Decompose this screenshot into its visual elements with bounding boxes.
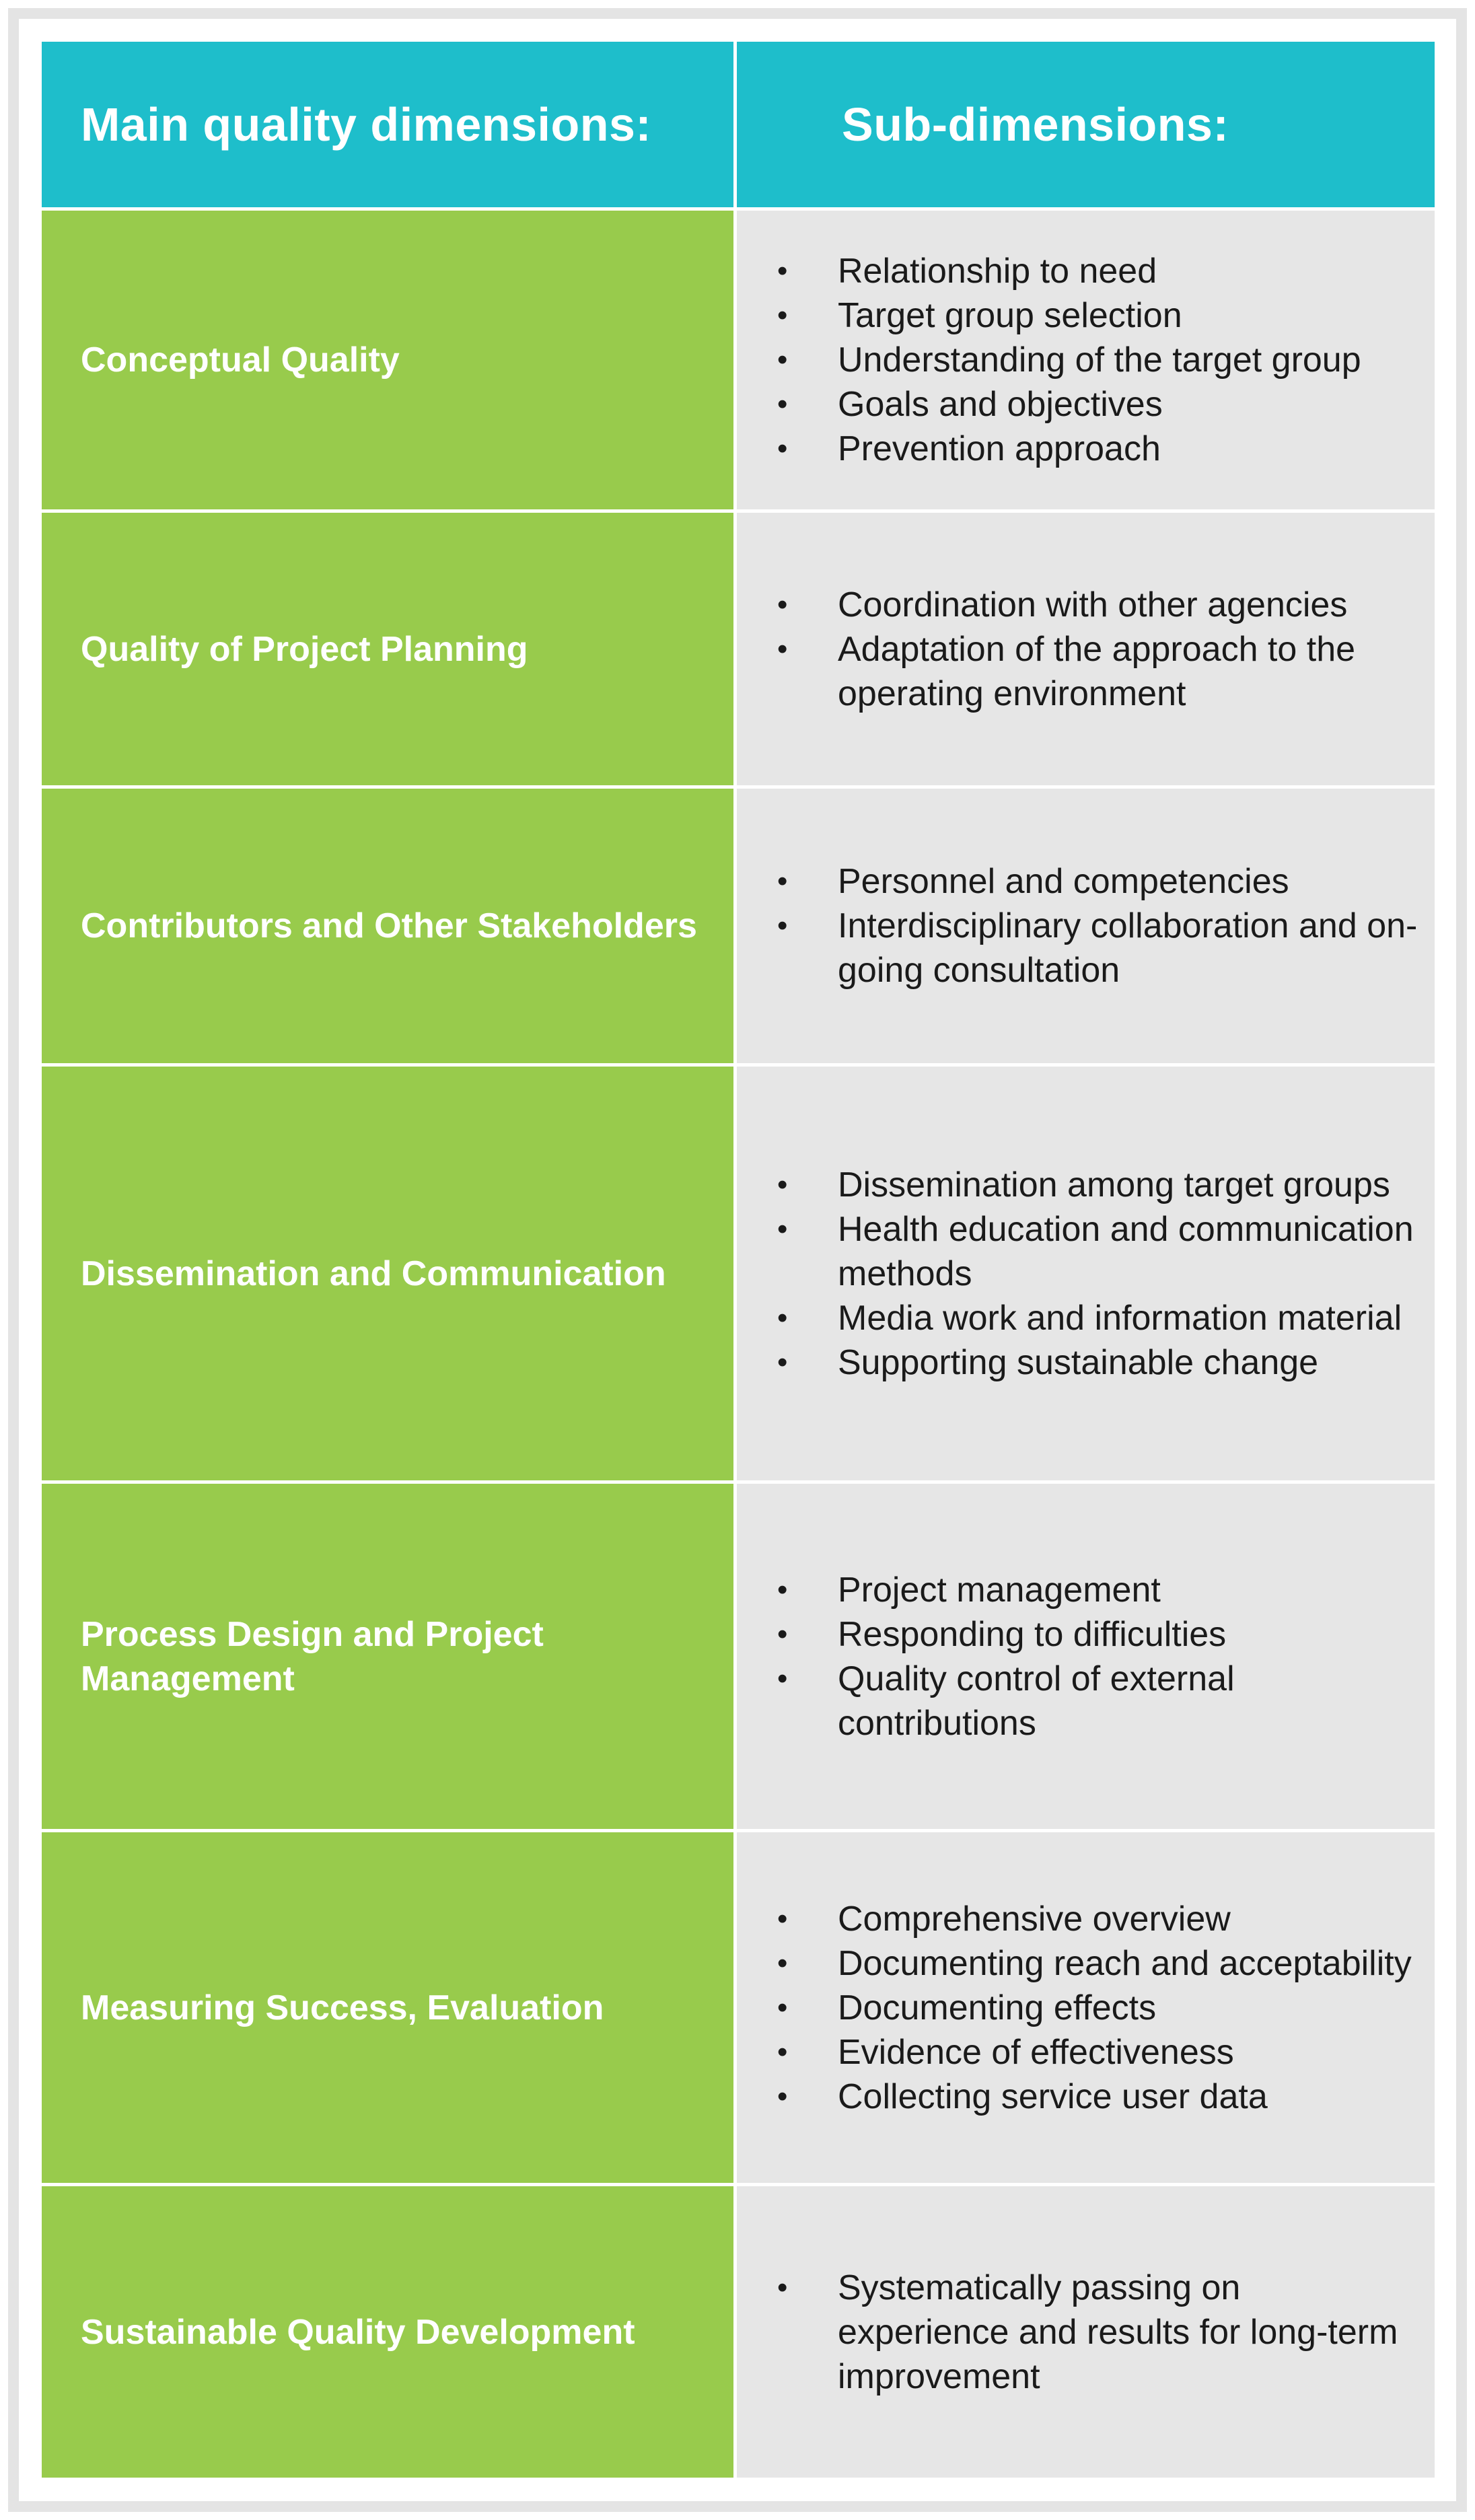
sub-dimension-item: • Project management (777, 1568, 1418, 1612)
sub-dimension-item: • Responding to difficulties (777, 1612, 1418, 1657)
header-sub-dimensions (737, 42, 1435, 211)
main-dimension-cell (42, 513, 737, 789)
sub-dimension-item: • Adaptation of the approach to the operating environment (777, 627, 1418, 716)
sub-dimension-item: • Quality control of external contributions (777, 1657, 1418, 1745)
sub-dimensions-cell (737, 789, 1435, 1067)
main-dimension-cell (42, 1832, 737, 2186)
sub-dimensions-cell (737, 211, 1435, 513)
sub-dimension-item: • Evidence of effectiveness (777, 2030, 1412, 2075)
sub-dimension-item: • Systematically passing on experience and results for long-term improvement (777, 2266, 1418, 2399)
sub-dimension-item: • Understanding of the target group (777, 338, 1361, 382)
sub-dimension-item: • Dissemination among target groups (777, 1163, 1418, 1207)
main-dimension-conceptual-quality: Conceptual Quality (81, 340, 400, 380)
sub-dimension-list (777, 2266, 1418, 2399)
sub-dimension-item: • Prevention approach (777, 427, 1361, 471)
sub-dimension-item: • Media work and information material (777, 1296, 1418, 1340)
main-dimension-cell (42, 1484, 737, 1832)
main-dimension-cell (42, 789, 737, 1067)
sub-dimension-list (777, 859, 1418, 993)
quality-dimensions-table (42, 42, 1435, 2478)
header-main-label: Main quality dimensions: (81, 98, 652, 151)
sub-dimension-list (777, 1897, 1412, 2119)
sub-dimension-item: • Relationship to need (777, 249, 1361, 293)
main-dimension-contributors: Contributors and Other Stakeholders (81, 906, 697, 945)
main-dimension-process-design: Process Design and Project Management (81, 1614, 544, 1698)
sub-dimension-item: • Target group selection (777, 293, 1361, 338)
sub-dimension-item: • Interdisciplinary collaboration and on-going consultation (777, 904, 1418, 993)
sub-dimension-list (777, 1163, 1418, 1385)
sub-dimensions-cell (737, 513, 1435, 789)
sub-dimension-list (777, 1568, 1418, 1745)
sub-dimension-item: • Goals and objectives (777, 382, 1361, 427)
sub-dimensions-cell (737, 2186, 1435, 2478)
sub-dimension-list (777, 583, 1418, 716)
main-dimension-cell (42, 211, 737, 513)
header-main-dimensions (42, 42, 737, 211)
header-sub-label: Sub-dimensions: (842, 98, 1229, 151)
sub-dimension-item: • Health education and communication methods (777, 1207, 1418, 1296)
sub-dimension-item: • Personnel and competencies (777, 859, 1418, 904)
sub-dimension-item: • Coordination with other agencies (777, 583, 1418, 627)
sub-dimension-item: • Comprehensive overview (777, 1897, 1412, 1941)
main-dimension-dissemination: Dissemination and Communication (81, 1254, 666, 1293)
sub-dimension-item: • Documenting reach and acceptability (777, 1941, 1412, 1986)
sub-dimensions-cell (737, 1484, 1435, 1832)
sub-dimension-item: • Collecting service user data (777, 2075, 1412, 2119)
sub-dimensions-cell (737, 1832, 1435, 2186)
main-dimension-measuring-success: Measuring Success, Evaluation (81, 1988, 604, 2027)
main-dimension-cell (42, 1067, 737, 1484)
main-dimension-sustainable-quality: Sustainable Quality Development (81, 2312, 635, 2352)
main-dimension-cell (42, 2186, 737, 2478)
sub-dimension-list (777, 249, 1361, 471)
sub-dimensions-cell (737, 1067, 1435, 1484)
sub-dimension-item: • Documenting effects (777, 1986, 1412, 2030)
sub-dimension-item: • Supporting sustainable change (777, 1340, 1418, 1385)
main-dimension-project-planning: Quality of Project Planning (81, 629, 528, 669)
